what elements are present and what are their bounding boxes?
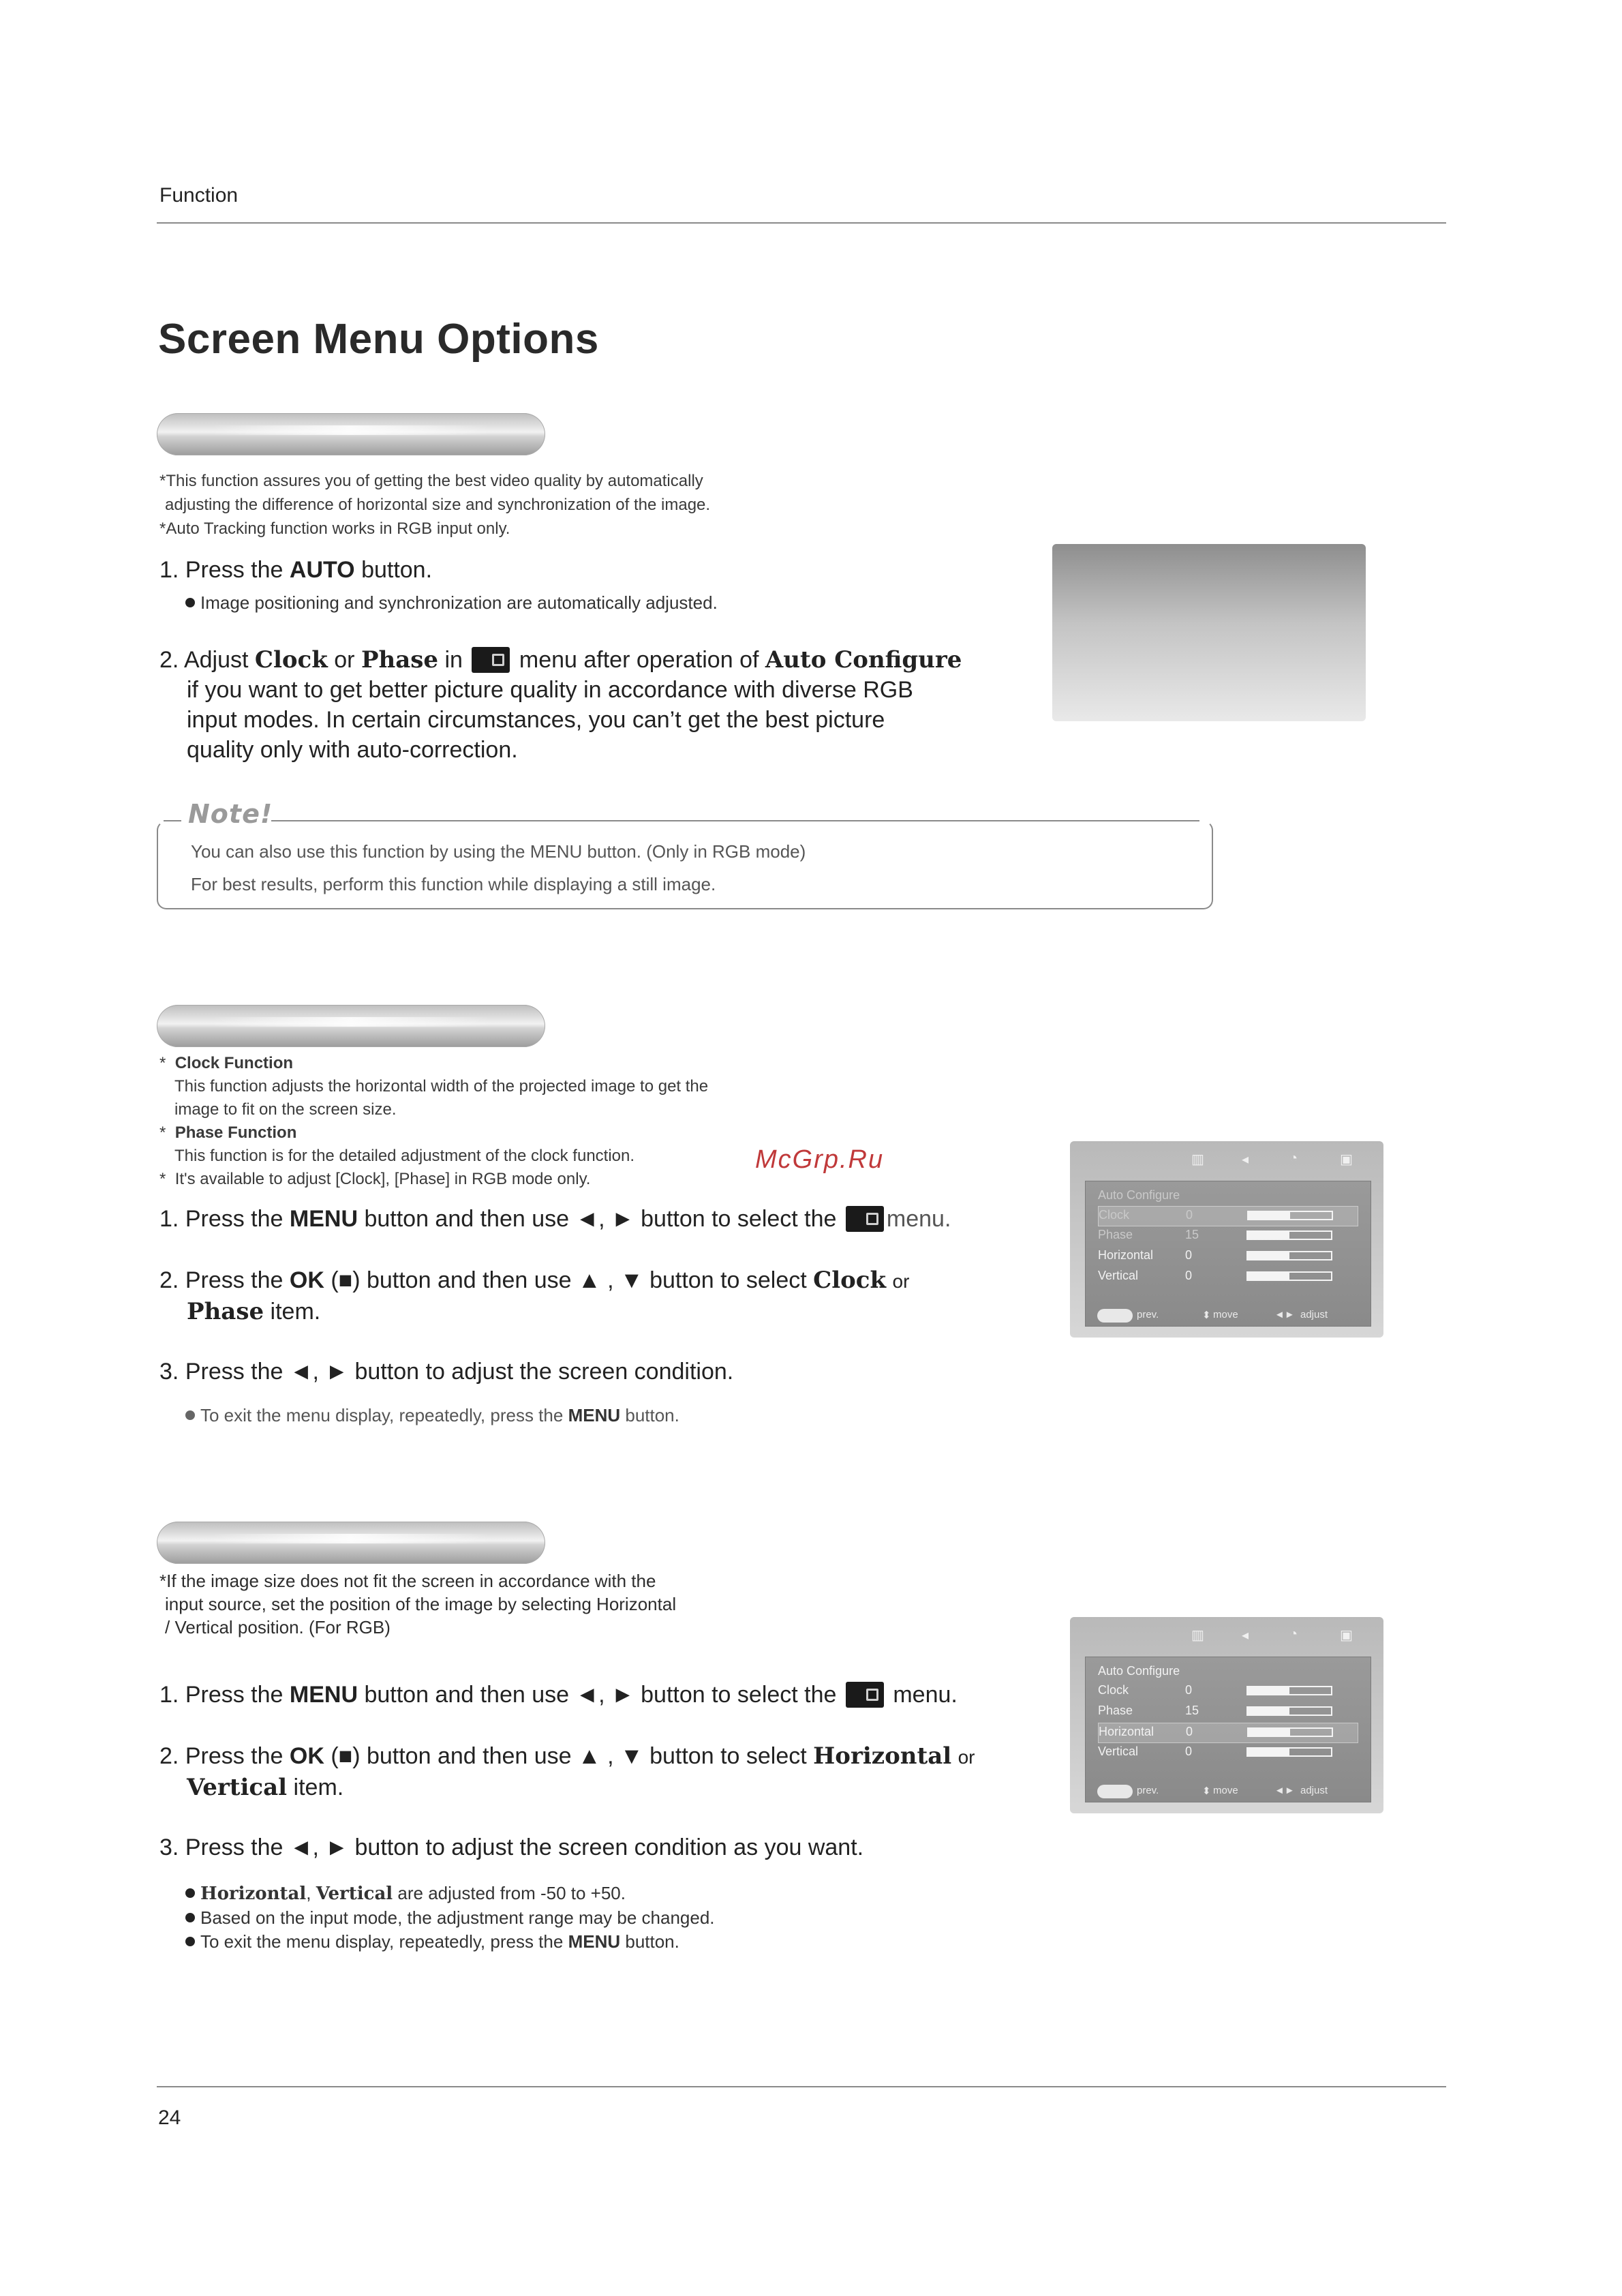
osd-footer-prev: prev.	[1137, 1309, 1159, 1320]
auto-intro-line: *Auto Tracking function works in RGB input only.	[159, 519, 510, 538]
osd-slider	[1247, 1727, 1333, 1737]
osd-prev-key	[1097, 1309, 1133, 1323]
osd-menu-title	[1098, 1663, 1357, 1682]
step-text: or	[958, 1747, 975, 1768]
bullet-dot	[185, 1937, 195, 1946]
leftright-icon: ◄►	[1274, 1785, 1295, 1796]
phase-label: Phase	[361, 646, 439, 674]
position-bullet	[185, 1906, 715, 1930]
clock-step-3-sub	[185, 1403, 679, 1428]
osd-picture-tab-icon: ▥	[1191, 1152, 1204, 1167]
step-text: in	[444, 647, 463, 673]
clock-intro-line: This function adjusts the horizontal width of the projected image to get the	[174, 1077, 709, 1096]
watermark: McGrp.Ru	[755, 1145, 885, 1174]
step-number: 2.	[159, 1743, 179, 1769]
osd-row-value: 15	[1185, 1704, 1199, 1717]
step-text: Press the	[185, 1267, 284, 1293]
step-sub-text: button.	[625, 1405, 679, 1425]
section-pill-clock-phase	[157, 1005, 545, 1047]
osd-row-horizontal	[1098, 1723, 1358, 1743]
updown-icon: ⬍	[1202, 1785, 1211, 1797]
clock-intro-line: This function is for the detailed adjustment of the clock function.	[174, 1147, 635, 1165]
section-pill-auto	[157, 413, 545, 455]
clock-step-2	[159, 1265, 909, 1327]
step-text: Press the ◄, ► button to adjust the screen condition.	[185, 1359, 734, 1385]
auto-intro-line: *This function assures you of getting the best video quality by automatically	[159, 472, 703, 490]
step-number: 1.	[159, 1206, 179, 1232]
step-number: 2.	[159, 647, 179, 673]
step-text: input modes. In certain circumstances, you can’t get the best picture	[187, 707, 885, 733]
position-step-3	[159, 1832, 863, 1862]
bullet-dot	[185, 1913, 195, 1922]
position-bullet	[185, 1930, 715, 1954]
page-title: Screen Menu Options	[158, 316, 599, 363]
step-text: item.	[270, 1299, 321, 1325]
position-step-1	[159, 1680, 958, 1710]
osd-row-label: Horizontal	[1098, 1248, 1154, 1262]
osd-tab-bar	[1070, 1151, 1383, 1171]
osd-row-phase	[1098, 1702, 1357, 1721]
osd-slider	[1247, 1211, 1333, 1220]
osd-row-value: 0	[1185, 1269, 1193, 1282]
step-text: Press the	[185, 557, 284, 583]
osd-screen-menu-clock	[1070, 1141, 1383, 1338]
position-step-2	[159, 1741, 975, 1802]
osd-footer-prev: prev.	[1137, 1785, 1159, 1796]
step-text: (■) button and then use ▲ , ▼ button to select	[331, 1267, 807, 1293]
osd-title-text: Auto Configure	[1098, 1664, 1180, 1678]
menu-key: MENU	[568, 1405, 621, 1425]
osd-time-tab-icon: ◔	[1289, 1627, 1298, 1642]
ok-key: OK	[289, 1267, 324, 1293]
step-number: 1.	[159, 557, 179, 583]
position-bullets	[185, 1882, 715, 1954]
osd-row-vertical	[1098, 1743, 1357, 1762]
clock-label: Clock	[813, 1267, 887, 1294]
osd-footer-move: move	[1213, 1785, 1238, 1796]
step-text: button and then use ◄, ► button to select the	[364, 1682, 837, 1708]
osd-title-text: Auto Configure	[1098, 1188, 1180, 1202]
menu-key: MENU	[568, 1931, 621, 1952]
phase-label: Phase	[187, 1298, 264, 1325]
note-title: Note!	[188, 799, 273, 829]
bullet-text: are adjusted from -50 to +50.	[397, 1883, 626, 1903]
bullet-dot	[185, 598, 195, 607]
clock-function-heading: Clock Function	[174, 1054, 294, 1072]
position-intro-line: / Vertical position. (For RGB)	[165, 1617, 391, 1637]
bullet-dot	[185, 1410, 195, 1420]
step-text: if you want to get better picture quality in accordance with diverse RGB	[187, 677, 913, 703]
clock-step-3	[159, 1357, 733, 1387]
screen-menu-icon	[846, 1682, 884, 1708]
osd-row-value: 0	[1185, 1248, 1193, 1262]
bullet-text: ,	[306, 1883, 311, 1903]
osd-slider	[1246, 1271, 1332, 1281]
bullet-text: To exit the menu display, repeatedly, press the	[200, 1931, 564, 1952]
step-text: Press the	[185, 1743, 284, 1769]
clock-intro-line: image to fit on the screen size.	[174, 1100, 397, 1119]
ok-key: OK	[289, 1743, 324, 1769]
asterisk: *	[159, 1123, 166, 1142]
note-border	[271, 820, 1199, 821]
header-rule	[157, 222, 1446, 224]
osd-prev-key	[1097, 1785, 1133, 1798]
osd-screen-tab-icon: ▣	[1340, 1628, 1353, 1643]
osd-slider	[1246, 1230, 1332, 1240]
auto-step-2	[159, 645, 1045, 765]
osd-screen-tab-icon: ▣	[1340, 1152, 1353, 1167]
leftright-icon: ◄►	[1274, 1309, 1295, 1320]
section-header: Function	[159, 184, 239, 207]
osd-row-label: Vertical	[1098, 1269, 1139, 1282]
page-number: 24	[158, 2106, 181, 2129]
note-line: You can also use this function by using the MENU button. (Only in RGB mode)	[191, 841, 806, 862]
auto-configure-label: Auto Configure	[765, 646, 962, 674]
step-number: 3.	[159, 1359, 179, 1385]
osd-row-vertical	[1098, 1267, 1357, 1286]
osd-audio-tab-icon: ◂	[1242, 1152, 1249, 1167]
osd-tab-bar	[1070, 1627, 1383, 1647]
screen-menu-icon	[472, 647, 510, 673]
osd-row-label: Horizontal	[1099, 1725, 1154, 1738]
step-text: menu after operation of	[519, 647, 759, 673]
auto-step-1	[159, 555, 432, 585]
position-intro-line: input source, set the position of the image by selecting Horizontal	[165, 1594, 677, 1614]
osd-time-tab-icon: ◔	[1289, 1151, 1298, 1166]
menu-key: MENU	[289, 1206, 358, 1232]
step-text: (■) button and then use ▲ , ▼ button to select	[331, 1743, 807, 1769]
vertical-label: Vertical	[187, 1774, 288, 1801]
auto-step-1-sub	[185, 590, 718, 615]
osd-row-label: Clock	[1099, 1208, 1130, 1222]
clock-step-1	[159, 1204, 951, 1234]
osd-menu-panel	[1085, 1657, 1371, 1802]
osd-audio-tab-icon: ◂	[1242, 1628, 1249, 1643]
step-text: menu.	[893, 1682, 958, 1708]
auto-key: AUTO	[289, 557, 355, 583]
step-text: menu.	[886, 1206, 951, 1232]
screen-menu-icon	[846, 1206, 884, 1232]
step-text: or	[892, 1271, 910, 1292]
osd-slider	[1246, 1686, 1332, 1695]
osd-slider	[1246, 1706, 1332, 1716]
menu-key: MENU	[289, 1682, 358, 1708]
osd-picture-tab-icon: ▥	[1191, 1628, 1204, 1643]
horizontal-label: Horizontal	[813, 1742, 952, 1770]
osd-footer-adjust: adjust	[1300, 1309, 1328, 1320]
osd-row-clock	[1098, 1206, 1358, 1226]
step-number: 3.	[159, 1834, 179, 1860]
osd-row-value: 0	[1185, 1683, 1193, 1697]
screen-preview-image	[1052, 544, 1366, 721]
step-text: button.	[361, 557, 433, 583]
step-sub-text: Image positioning and synchronization are automatically adjusted.	[200, 592, 718, 613]
note-line: For best results, perform this function while displaying a still image.	[191, 874, 716, 894]
auto-intro	[159, 469, 710, 541]
osd-row-horizontal	[1098, 1247, 1357, 1266]
osd-row-label: Vertical	[1098, 1744, 1139, 1758]
osd-row-value: 0	[1185, 1744, 1193, 1758]
asterisk: *	[159, 1170, 166, 1188]
step-text: button and then use ◄, ► button to select the	[364, 1206, 837, 1232]
step-text: or	[334, 647, 355, 673]
vertical-label: Vertical	[316, 1884, 393, 1904]
osd-row-label: Clock	[1098, 1683, 1129, 1697]
bullet-dot	[185, 1888, 195, 1898]
step-text: item.	[293, 1774, 344, 1800]
step-number: 1.	[159, 1682, 179, 1708]
step-text: Adjust	[183, 647, 249, 673]
bullet-text: Based on the input mode, the adjustment range may be changed.	[200, 1907, 715, 1928]
osd-slider	[1246, 1747, 1332, 1757]
osd-row-phase	[1098, 1226, 1357, 1245]
note-border	[164, 820, 181, 821]
horizontal-label: Horizontal	[200, 1884, 307, 1904]
osd-menu-title	[1098, 1187, 1357, 1206]
osd-footer-move: move	[1213, 1309, 1238, 1320]
osd-row-label: Phase	[1098, 1704, 1133, 1717]
section-pill-position	[157, 1522, 545, 1564]
osd-screen-menu-position	[1070, 1617, 1383, 1813]
position-intro	[159, 1569, 676, 1639]
osd-footer-adjust: adjust	[1300, 1785, 1328, 1796]
bullet-text: button.	[625, 1931, 679, 1952]
osd-row-clock	[1098, 1682, 1357, 1701]
step-text: quality only with auto-correction.	[187, 737, 518, 763]
step-text: Press the ◄, ► button to adjust the screen condition as you want.	[185, 1834, 864, 1860]
position-bullet	[185, 1882, 715, 1906]
osd-menu-panel	[1085, 1181, 1371, 1327]
clock-intro-line: It's available to adjust [Clock], [Phase] in RGB mode only.	[174, 1170, 591, 1188]
clock-intro	[159, 1052, 708, 1191]
osd-row-label: Phase	[1098, 1228, 1133, 1241]
step-text: Press the	[185, 1206, 284, 1232]
step-number: 2.	[159, 1267, 179, 1293]
note-box	[157, 821, 1213, 909]
osd-row-value: 0	[1186, 1725, 1193, 1738]
asterisk: *	[159, 1054, 166, 1072]
auto-intro-line: adjusting the difference of horizontal size and synchronization of the image.	[165, 496, 711, 514]
footer-rule	[157, 2086, 1446, 2087]
clock-label: Clock	[254, 646, 328, 674]
osd-slider	[1246, 1251, 1332, 1260]
step-sub-text: To exit the menu display, repeatedly, press the	[200, 1405, 564, 1425]
osd-row-value: 0	[1186, 1208, 1193, 1222]
position-intro-line: *If the image size does not fit the screen in accordance with the	[159, 1571, 656, 1591]
updown-icon: ⬍	[1202, 1310, 1211, 1321]
phase-function-heading: Phase Function	[174, 1123, 297, 1142]
osd-row-value: 15	[1185, 1228, 1199, 1241]
step-text: Press the	[185, 1682, 284, 1708]
